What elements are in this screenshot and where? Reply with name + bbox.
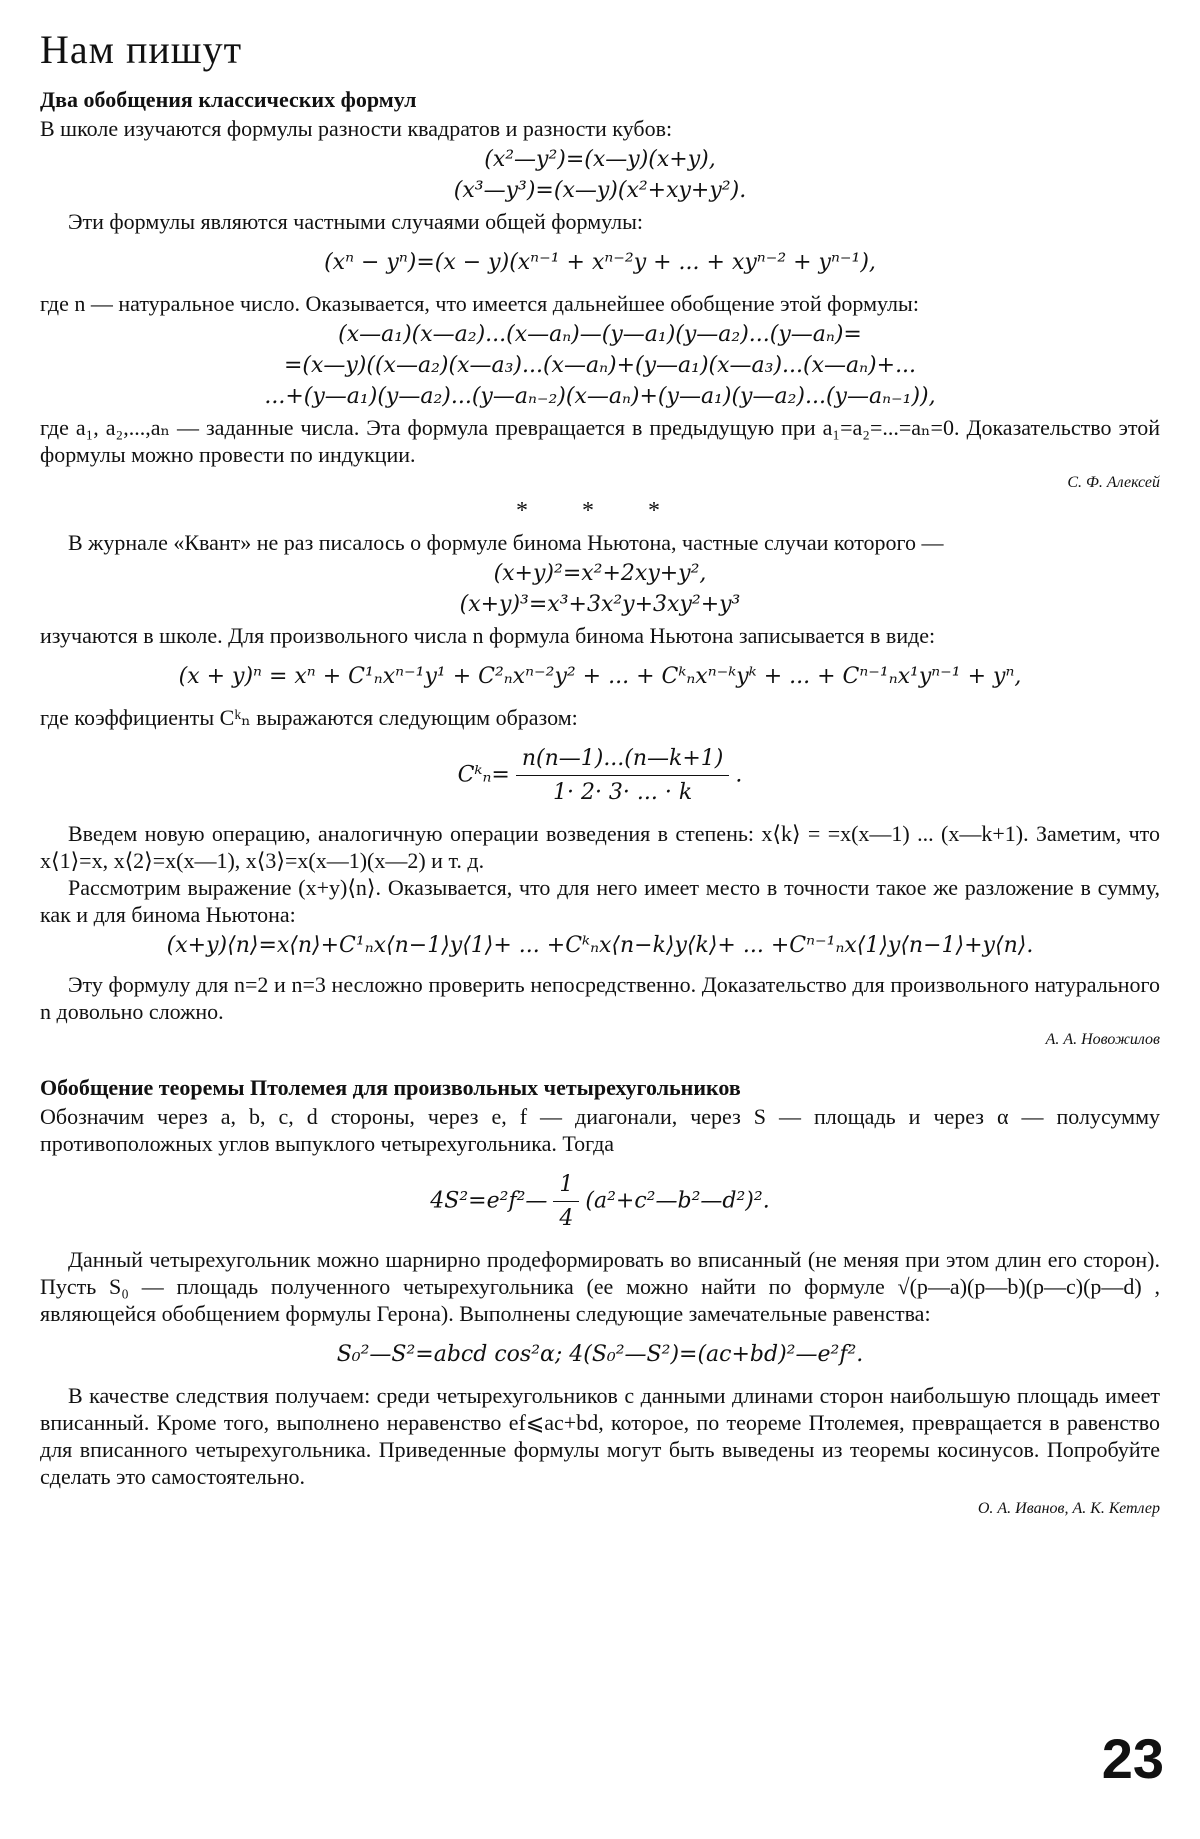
paragraph: где a₁, a₂,...,aₙ — заданные числа. Эта формула превращается в предыдущую при a₁=a₂=...=aₙ=0. Доказательство этой формулы можно провести по индукции. <box>40 415 1160 467</box>
page-number: 23 <box>1101 1727 1164 1790</box>
formula-equalities: S₀²—S²=abcd cos²α; 4(S₀²—S²)=(ac+bd)²—e²f². <box>336 1342 864 1367</box>
article-generalized-formulas <box>40 87 1160 492</box>
fraction-numerator: 1 <box>553 1171 579 1202</box>
author-signature: С. Ф. Алексей <box>1067 474 1160 491</box>
paragraph: Данный четырехугольник можно шарнирно продеформировать во вписанный (не меняя при этом длин его сторон). Пусть S₀ — площадь полученного четырехугольника (ее можно найти по формуле √(p—a)(p—b)(p—c)(p—d) , являющейся обобщением формулы Герона). Выполнены следующие замечательные равенства: <box>40 1247 1160 1326</box>
author-signature: А. А. Новожилов <box>1045 1031 1160 1048</box>
paragraph: Введем новую операцию, аналогичную операции возведения в степень: x⟨k⟩ = =x(x—1) ... (x—k+1). Заметим, что x⟨1⟩=x, x⟨2⟩=x(x—1), x⟨3⟩=x(x—1)(x—2) и т. д. <box>40 821 1160 873</box>
paragraph: В школе изучаются формулы разности квадратов и разности кубов: <box>40 116 673 141</box>
formula-lhs: Cᵏₙ= <box>457 762 510 788</box>
formula-area <box>40 1171 1160 1232</box>
paragraph: где коэффициенты Cᵏₙ выражаются следующим образом: <box>40 705 578 730</box>
formula-binomial-square: (x+y)²=x²+2xy+y², <box>493 561 707 586</box>
formula-falling-binomial: (x+y)⟨n⟩=x⟨n⟩+C¹ₙx⟨n−1⟩y⟨1⟩+ ... +Cᵏₙx⟨n−k⟩y⟨k⟩+ ... +Cⁿ⁻¹ₙx⟨1⟩y⟨n−1⟩+y⟨n⟩. <box>166 933 1034 958</box>
formula-generalization-line3: ...+(y—a₁)(y—a₂)...(y—aₙ₋₂)(x—aₙ)+(y—a₁)(y—a₂)...(y—aₙ₋₁)), <box>264 384 936 409</box>
formula-end: . <box>735 762 743 788</box>
paragraph: В журнале «Квант» не раз писалось о формуле бинома Ньютона, частные случаи которого — <box>68 530 944 555</box>
formula-rhs: (a²+c²—b²—d²)². <box>585 1188 770 1214</box>
article-heading: Обобщение теоремы Птолемея для произвольных четырехугольников <box>40 1075 741 1100</box>
fraction-numerator: n(n—1)...(n—k+1) <box>516 745 730 776</box>
fraction <box>553 1171 579 1232</box>
paragraph: В качестве следствия получаем: среди четырехугольников с данными длинами сторон наибольшую площадь имеет вписанный. Кроме того, выполнено неравенство ef⩽ac+bd, которое, по теореме Птолемея, превращается в равенство для вписанного четырехугольника. Приведенные формулы могут быть выведены из теоремы косинусов. Попробуйте сделать это самостоятельно. <box>40 1383 1160 1489</box>
formula-binomial-coefficient <box>40 745 1160 806</box>
paragraph: где n — натуральное число. Оказывается, что имеется дальнейшее обобщение этой формулы: <box>40 291 919 316</box>
formula-binomial-cube: (x+y)³=x³+3x²y+3xy²+y³ <box>459 592 741 617</box>
formula-difference-cubes: (x³—y³)=(x—y)(x²+xy+y²). <box>453 178 747 203</box>
fraction-denominator: 4 <box>559 1206 574 1231</box>
article-ptolemy <box>40 1075 1160 1518</box>
fraction <box>516 745 730 806</box>
formula-newton-binomial: (x + y)ⁿ = xⁿ + C¹ₙxⁿ⁻¹y¹ + C²ₙxⁿ⁻²y² + ... + Cᵏₙxⁿ⁻ᵏyᵏ + ... + Cⁿ⁻¹ₙx¹yⁿ⁻¹ + yⁿ, <box>178 664 1022 689</box>
section-separator: * * * <box>516 498 684 524</box>
formula-generalization-line1: (x—a₁)(x—a₂)...(x—aₙ)—(y—a₁)(y—a₂)...(y—aₙ)= <box>338 322 862 347</box>
paragraph: Рассмотрим выражение (x+y)⟨n⟩. Оказывается, что для него имеет место в точности такое же разложение в сумму, как и для бинома Ньютона: <box>40 875 1160 927</box>
author-signature: О. А. Иванов, А. К. Кетлер <box>977 1500 1160 1517</box>
paragraph: изучаются в школе. Для произвольного числа n формула бинома Ньютона записывается в виде: <box>40 623 936 648</box>
article-binomial <box>40 529 1160 1049</box>
formula-general-difference: (xⁿ − yⁿ)=(x − y)(xⁿ⁻¹ + xⁿ⁻²y + ... + xyⁿ⁻² + yⁿ⁻¹), <box>324 250 876 275</box>
page-title: Нам пишут <box>40 27 243 72</box>
paragraph: Эти формулы являются частными случаями общей формулы: <box>68 209 644 234</box>
paragraph: Эту формулу для n=2 и n=3 несложно проверить непосредственно. Доказательство для произвольного натурального n довольно сложно. <box>40 972 1160 1024</box>
fraction-denominator: 1· 2· 3· ... · k <box>552 780 693 805</box>
formula-lhs: 4S²=e²f²— <box>430 1188 548 1214</box>
article-heading: Два обобщения классических формул <box>40 87 417 112</box>
paragraph: Обозначим через a, b, c, d стороны, через e, f — диагонали, через S — площадь и через α — полусумму противоположных углов выпуклого четырехугольника. Тогда <box>40 1104 1160 1156</box>
formula-difference-squares: (x²—y²)=(x—y)(x+y), <box>484 147 716 172</box>
formula-generalization-line2: =(x—y)((x—a₂)(x—a₃)...(x—aₙ)+(y—a₁)(x—a₃)...(x—aₙ)+... <box>283 353 917 378</box>
